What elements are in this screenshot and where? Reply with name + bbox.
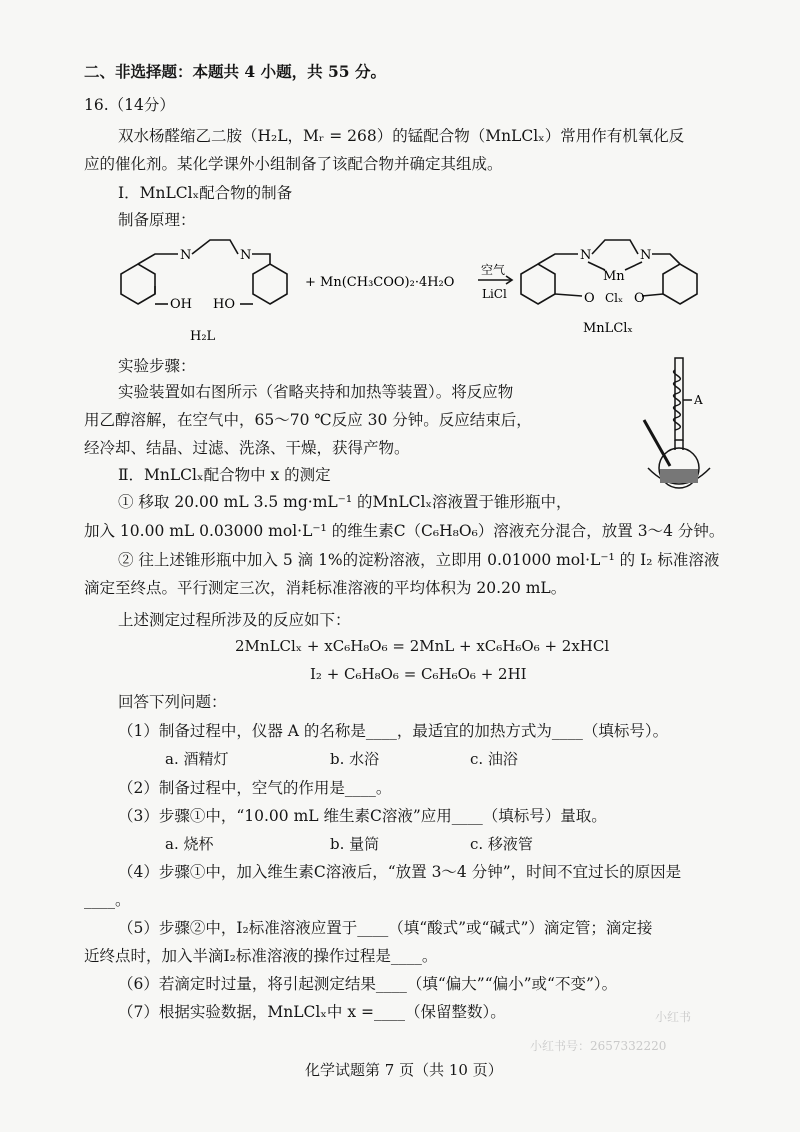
question-2: （2）制备过程中，空气的作用是____。: [118, 779, 392, 797]
apparatus-a-label: A: [694, 393, 703, 407]
n-left-label: N: [180, 248, 192, 263]
steps-line-3: 经冷却、结晶、过滤、洗涤、干燥，获得产物。: [84, 439, 410, 457]
measure-step-2a: ② 往上述锥形瓶中加入 5 滴 1%的淀粉溶液，立即用 0.01000 mol·L⁻¹ 的 I₂ 标准溶液: [118, 551, 720, 569]
product-o-left: O: [584, 291, 595, 306]
product-n-right: N: [640, 248, 652, 263]
arrow-bottom-text: LiCl: [482, 287, 507, 301]
question-4b: ____。: [84, 891, 131, 909]
steps-line-2: 用乙醇溶解，在空气中，65～70 ℃反应 30 分钟。反应结束后，: [84, 411, 532, 429]
question-7: （7）根据实验数据，MnLClₓ中 x =____（保留整数）。: [118, 1003, 506, 1021]
n-right-label: N: [240, 248, 252, 263]
intro-line-1: 双水杨醛缩乙二胺（H₂L，Mᵣ = 268）的锰配合物（MnLClₓ）常用作有机氧化反: [118, 127, 685, 145]
question-4a: （4）步骤①中，加入维生素C溶液后，“放置 3～4 分钟”，时间不宜过长的原因是: [118, 863, 682, 881]
page-footer: 化学试题第 7 页（共 10 页）: [305, 1061, 503, 1079]
reagent-text: + Mn(CH₃COO)₂·4H₂O: [305, 275, 455, 290]
question-6: （6）若滴定时过量，将引起测定结果____（填“偏大”“偏小”或“不变”）。: [118, 975, 618, 993]
q1-option-b: b. 水浴: [330, 750, 380, 768]
steps-line-1: 实验装置如右图所示（省略夹持和加热等装置）。将反应物: [118, 383, 514, 401]
oh-right-label: HO: [213, 297, 235, 312]
answer-label: 回答下列问题：: [118, 693, 227, 711]
q3-option-c: c. 移液管: [470, 835, 533, 853]
oh-left-label: OH: [170, 297, 192, 312]
question-number: 16.（14分）: [84, 96, 175, 114]
reactions-label: 上述测定过程所涉及的反应如下：: [118, 611, 351, 629]
question-1: （1）制备过程中，仪器 A 的名称是____，最适宜的加热方式为____（填标号）。: [118, 722, 669, 740]
ligand-label: H₂L: [190, 329, 216, 344]
equation-2: I₂ + C₆H₈O₆ = C₆H₆O₆ + 2HI: [310, 665, 527, 683]
steps-label: 实验步骤：: [118, 357, 196, 375]
watermark-logo: 小红书: [655, 1010, 692, 1024]
q1-option-c: c. 油浴: [470, 750, 518, 768]
q3-option-b: b. 量筒: [330, 835, 380, 853]
reaction-scheme: [100, 232, 720, 344]
cl-label: Clₓ: [605, 291, 624, 305]
part1-title: Ⅰ．MnLClₓ配合物的制备: [118, 184, 293, 202]
product-o-right: O: [634, 291, 645, 306]
measure-step-2b: 滴定至终点。平行测定三次，消耗标准溶液的平均体积为 20.20 mL。: [84, 579, 567, 597]
measure-step-1a: ① 移取 20.00 mL 3.5 mg·mL⁻¹ 的MnLClₓ溶液置于锥形瓶中，: [118, 493, 572, 511]
watermark-id: 小红书号：2657332220: [530, 1039, 667, 1053]
equation-1: 2MnLClₓ + xC₆H₈O₆ = 2MnL + xC₆H₆O₆ + 2xHCl: [235, 637, 610, 655]
measure-step-1b: 加入 10.00 mL 0.03000 mol·L⁻¹ 的维生素C（C₆H₈O₆）溶液充分混合，放置 3～4 分钟。: [84, 522, 725, 540]
question-3: （3）步骤①中，“10.00 mL 维生素C溶液”应用____（填标号）量取。: [118, 807, 607, 825]
section-heading: 二、非选择题：本题共 4 小题，共 55 分。: [84, 62, 386, 81]
product-n-left: N: [580, 248, 592, 263]
q1-option-a: a. 酒精灯: [165, 750, 229, 768]
mn-label: Mn: [603, 269, 625, 284]
question-5b: 近终点时，加入半滴I₂标准溶液的操作过程是____。: [84, 947, 438, 965]
q3-option-a: a. 烧杯: [165, 835, 214, 853]
part2-title: Ⅱ．MnLClₓ配合物中 x 的测定: [118, 466, 331, 484]
arrow-top-text: 空气: [481, 263, 506, 277]
intro-line-2: 应的催化剂。某化学课外小组制备了该配合物并确定其组成。: [84, 155, 503, 173]
question-5a: （5）步骤②中，I₂标准溶液应置于____（填“酸式”或“碱式”）滴定管；滴定接: [118, 919, 653, 937]
product-label: MnLClₓ: [583, 321, 633, 336]
apparatus-diagram: [630, 350, 720, 500]
principle-label: 制备原理：: [118, 211, 196, 229]
